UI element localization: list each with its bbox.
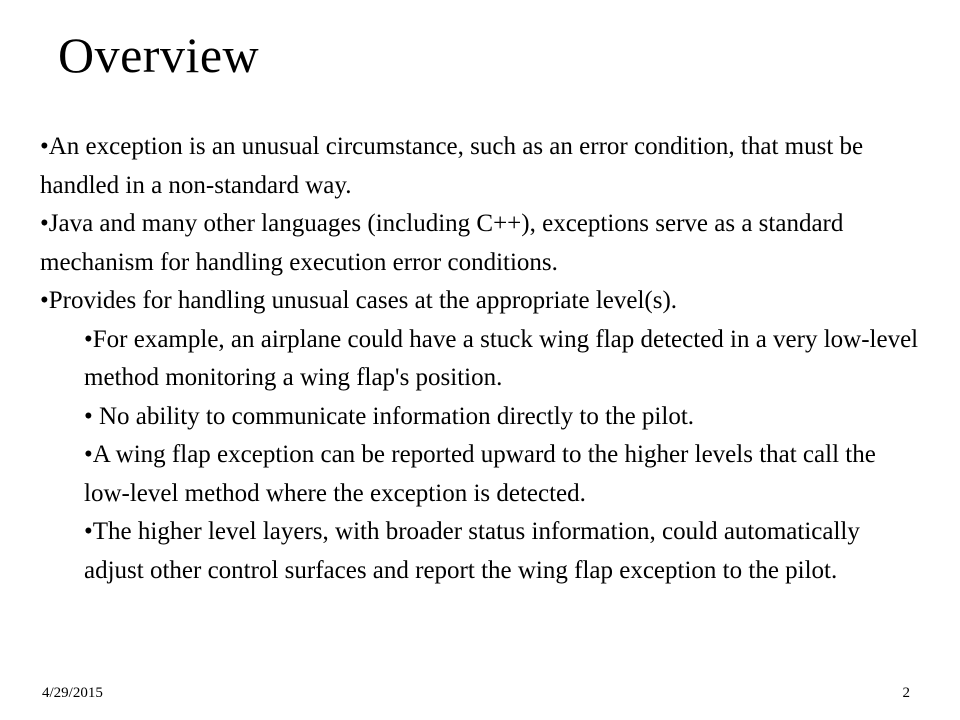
bullet-list: [40, 128, 920, 590]
sub-bullet-item: •For example, an airplane could have a stuck wing flap detected in a very low-level method monitoring a wing flap's position.: [84, 325, 919, 391]
bullet-item: •Java and many other languages (including C++), exceptions serve as a standard mechanism for handling execution error conditions.: [40, 210, 844, 276]
footer-date: 4/29/2015: [42, 685, 103, 701]
slide-title: Overview: [58, 27, 260, 83]
sub-bullet-item: • No ability to communicate information directly to the pilot.: [84, 402, 695, 430]
sub-bullet-item: •A wing flap exception can be reported upward to the higher levels that call the low-level method where the exception is detected.: [84, 441, 876, 507]
page-number: 2: [902, 685, 910, 701]
bullet-item: •Provides for handling unusual cases at the appropriate level(s).: [40, 287, 678, 314]
sub-bullet-item: •The higher level layers, with broader status information, could automatically adjust other control surfaces and report the wing flap exception to the pilot.: [84, 518, 860, 584]
bullet-item: •An exception is an unusual circumstance, such as an error condition, that must be handled in a non-standard way.: [40, 133, 864, 199]
